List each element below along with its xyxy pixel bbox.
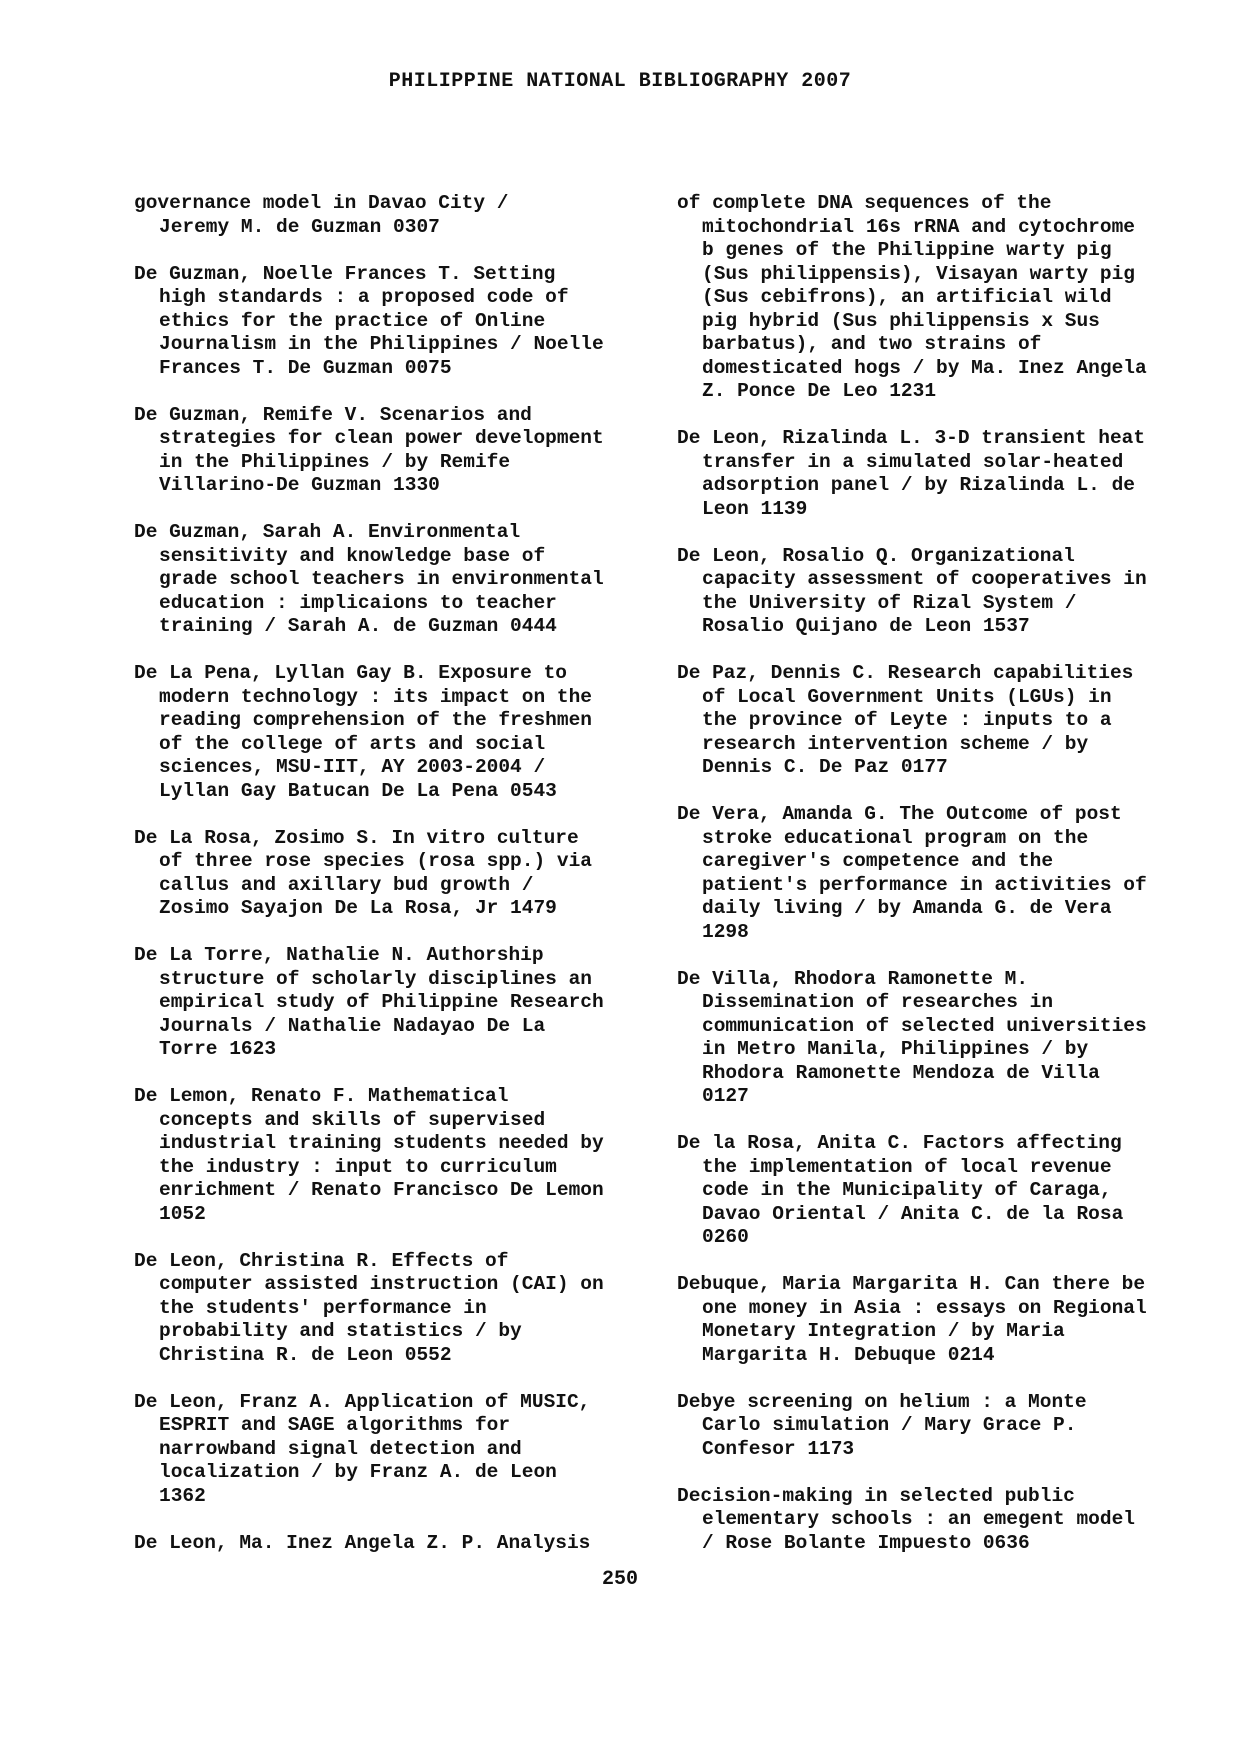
bibliography-entry: De Leon, Franz A. Application of MUSIC, ESPRIT and SAGE algorithms for narrowband signal detection and localization / by Franz A. de Leon 1362 [134,1390,591,1507]
page-number: 250 [601,1568,638,1591]
bibliography-entry: Debye screening on helium : a Monte Carlo simulation / Mary Grace P. Confesor 1173 [677,1390,1087,1460]
bibliography-entry: De Villa, Rhodora Ramonette M. Dissemination of researches in communication of selected universities in Metro Manila, Philippines / by Rhodora Ramonette Mendoza de Villa 0127 [677,967,1147,1107]
bibliography-entry: De Guzman, Noelle Frances T. Setting high standards : a proposed code of ethics for the practice of Online Journalism in the Philippines / Noelle Frances T. De Guzman 0075 [134,262,604,379]
bibliography-entry: De Guzman, Sarah A. Environmental sensitivity and knowledge base of grade school teachers in environmental education : implicaions to teacher training / Sarah A. de Guzman 0444 [134,521,604,637]
bibliography-entry: De Vera, Amanda G. The Outcome of post stroke educational program on the caregiver's competence and the patient's performance in activities of daily living / by Amanda G. de Vera 1298 [677,803,1147,943]
bibliography-entry: De Leon, Rizalinda L. 3-D transient heat transfer in a simulated solar-heated adsorption panel / by Rizalinda L. de Leon 1139 [677,427,1146,520]
left-column [134,192,654,1579]
bibliography-entry: Debuque, Maria Margarita H. Can there be one money in Asia : essays on Regional Monetary Integration / by Maria Margarita H. Debuque 0214 [677,1273,1147,1366]
bibliography-entry: Decision-making in selected public elementary schools : an emegent model / Rose Bolante Impuesto 0636 [677,1484,1135,1554]
bibliography-entry: De Paz, Dennis C. Research capabilities of Local Government Units (LGUs) in the province of Leyte : inputs to a research intervention scheme / by Dennis C. De Paz 0177 [677,662,1134,778]
bibliography-entry: governance model in Davao City / Jeremy M. de Guzman 0307 [134,192,509,238]
running-header: PHILIPPINE NATIONAL BIBLIOGRAPHY 2007 [388,70,852,93]
bibliography-entry: De Lemon, Renato F. Mathematical concepts and skills of supervised industrial training students needed by the industry : input to curriculum enrichment / Renato Francisco De Lemon 1052 [134,1085,604,1225]
bibliography-entry: of complete DNA sequences of the mitochondrial 16s rRNA and cytochrome b genes of the Philippine warty pig (Sus philippensis), Visayan warty pig (Sus cebifrons), an artificial wild pig hybrid (Sus philippensis x Sus barbatus), and two strains of domesticated hogs / by Ma. Inez Angela Z. Ponce De Leo 1231 [677,192,1147,402]
bibliography-entry: De Leon, Christina R. Effects of computer assisted instruction (CAI) on the students' performance in probability and statistics / by Christina R. de Leon 0552 [134,1249,604,1366]
bibliography-entry: De Leon, Rosalio Q. Organizational capacity assessment of cooperatives in the University of Rizal System / Rosalio Quijano de Leon 1537 [677,544,1147,637]
right-column [677,192,1197,1579]
bibliography-entry: De Guzman, Remife V. Scenarios and strategies for clean power development in the Philippines / by Remife Villarino-De Guzman 1330 [134,403,604,496]
bibliography-entry: De La Torre, Nathalie N. Authorship structure of scholarly disciplines an empirical study of Philippine Research Journals / Nathalie Nadayao De La Torre 1623 [134,944,604,1060]
bibliography-entry: De La Rosa, Zosimo S. In vitro culture of three rose species (rosa spp.) via callus and axillary bud growth / Zosimo Sayajon De La Rosa, Jr 1479 [134,826,592,919]
bibliography-entry: De la Rosa, Anita C. Factors affecting the implementation of local revenue code in the Municipality of Caraga, Davao Oriental / Anita C. de la Rosa 0260 [677,1132,1124,1248]
bibliography-entry: De La Pena, Lyllan Gay B. Exposure to modern technology : its impact on the reading comprehension of the freshmen of the college of arts and social sciences, MSU-IIT, AY 2003-2004 / Lyllan Gay Batucan De La Pena 0543 [134,662,592,802]
bibliography-entry: De Leon, Ma. Inez Angela Z. P. Analysis [134,1531,591,1554]
